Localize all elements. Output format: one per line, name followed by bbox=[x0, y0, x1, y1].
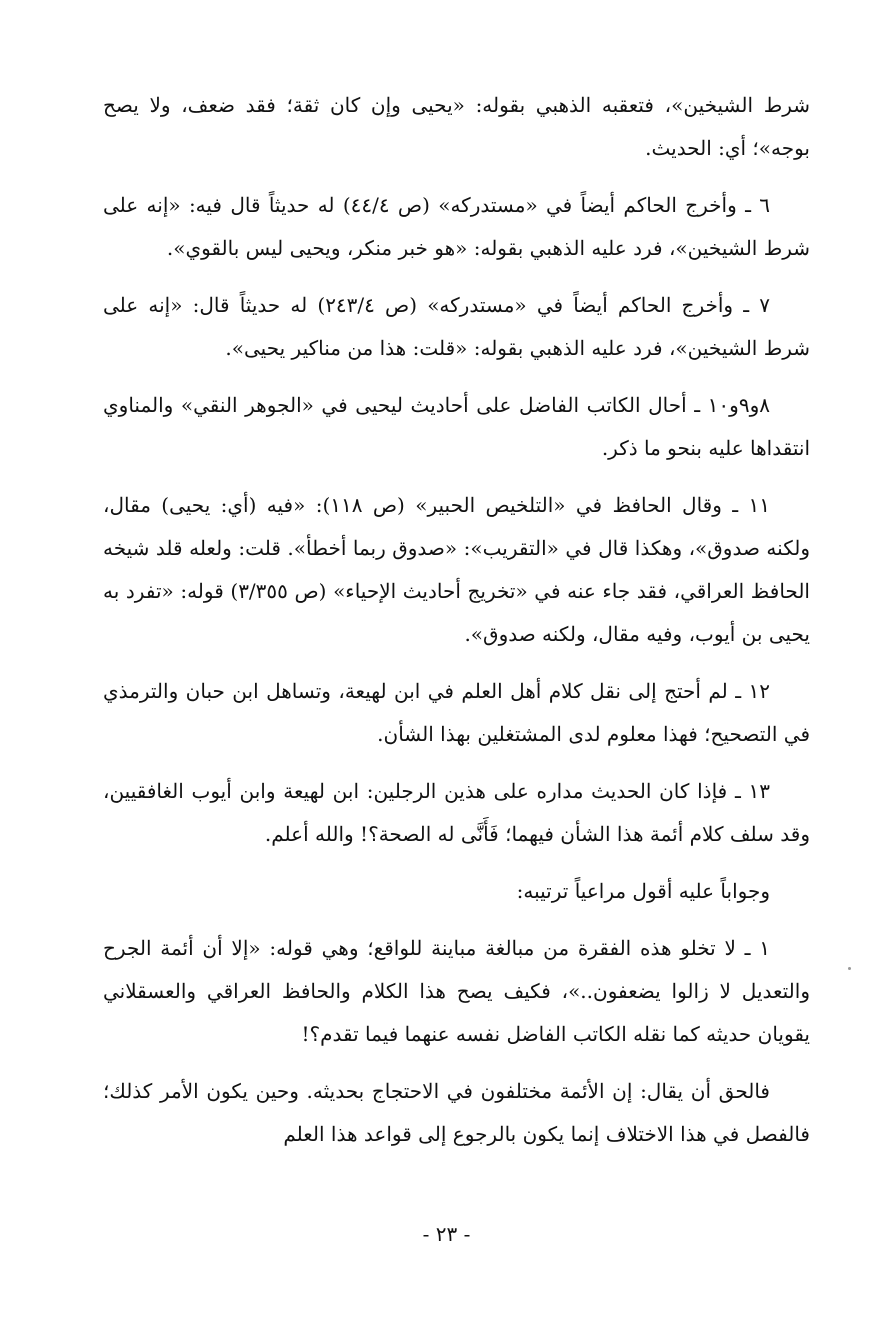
paragraph-conclusion: فالحق أن يقال: إن الأئمة مختلفون في الاحتجاج بحديثه. وحين يكون الأمر كذلك؛ فالفصل في هذا الاختلاف إنما يكون بالرجوع إلى قواعد هذا العلم bbox=[103, 1079, 810, 1146]
paragraph-item-6: ٦ ـ وأخرج الحاكم أيضاً في «مستدركه» (ص ٤٤/٤) له حديثاً قال فيه: «إنه على شرط الشيخين»، فرد عليه الذهبي بقوله: «هو خبر منكر، ويحيى ليس بالقوي». bbox=[103, 193, 810, 260]
paragraph-item-7: ٧ ـ وأخرج الحاكم أيضاً في «مستدركه» (ص ٢٤٣/٤) له حديثاً قال: «إنه على شرط الشيخين»، فرد عليه الذهبي بقوله: «قلت: هذا من مناكير يحيى». bbox=[103, 293, 810, 360]
paragraph-response-1: ١ ـ لا تخلو هذه الفقرة من مبالغة مباينة للواقع؛ وهي قوله: «إلا أن أئمة الجرح والتعديل لا زالوا يضعفون..»، فكيف يصح هذا الكلام والحافظ العراقي والعسقلاني يقويان حديثه كما نقله الكاتب الفاضل نفسه عنهما فيما تقدم؟! bbox=[103, 936, 810, 1046]
margin-dot bbox=[848, 967, 851, 970]
paragraph-item-8-9-10: ٨و٩و١٠ ـ أحال الكاتب الفاضل على أحاديث ليحيى في «الجوهر النقي» والمناوي انتقداها عليه بنحو ما ذكر. bbox=[103, 393, 810, 460]
paragraph-item-11: ١١ ـ وقال الحافظ في «التلخيص الحبير» (ص ١١٨): «فيه (أي: يحيى) مقال، ولكنه صدوق»، وهكذا قال في «التقريب»: «صدوق ربما أخطأ». قلت: ولعله قلد شيخه الحافظ العراقي، فقد جاء عنه في «تخريج أحاديث الإحياء» (ص ٣/٣٥٥) قوله: «تفرد به يحيى بن أيوب، وفيه مقال، ولكنه صدوق». bbox=[103, 493, 810, 646]
paragraph-response-intro: وجواباً عليه أقول مراعياً ترتيبه: bbox=[516, 879, 770, 903]
paragraph-item-13: ١٣ ـ فإذا كان الحديث مداره على هذين الرجلين: ابن لهيعة وابن أيوب الغافقيين، وقد سلف كلام أئمة هذا الشأن فيهما؛ فَأَنَّى له الصحة؟! والله أعلم. bbox=[103, 779, 810, 846]
paragraph-item-12: ١٢ ـ لم أحتج إلى نقل كلام أهل العلم في ابن لهيعة، وتساهل ابن حبان والترمذي في التصحيح؛ فهذا معلوم لدى المشتغلين بهذا الشأن. bbox=[103, 679, 810, 746]
paragraph-continuation: شرط الشيخين»، فتعقبه الذهبي بقوله: «يحيى وإن كان ثقة؛ فقد ضعف، ولا يصح بوجه»؛ أي: الحديث. bbox=[103, 93, 810, 160]
page-number: - ٢٣ - bbox=[422, 1222, 471, 1246]
body-text bbox=[103, 84, 810, 1170]
